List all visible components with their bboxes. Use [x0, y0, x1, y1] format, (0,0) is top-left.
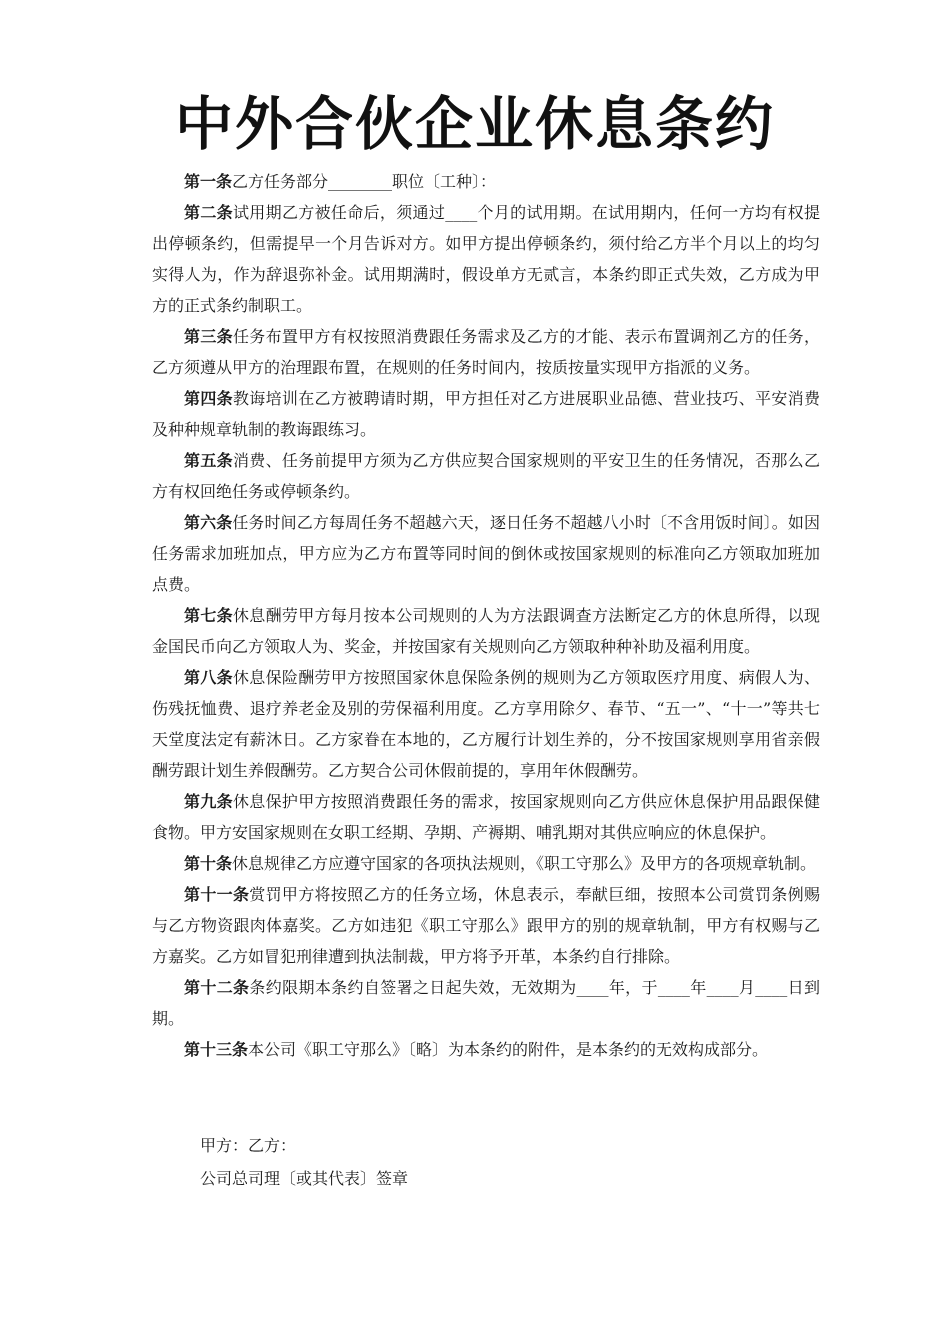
article-6	[152, 507, 820, 600]
signature-parties: 甲方：乙方：	[200, 1136, 297, 1155]
article-number: 第九条	[184, 792, 233, 811]
article-number: 第十一条	[184, 885, 250, 904]
article-11	[152, 879, 820, 972]
article-number: 第四条	[184, 389, 233, 408]
article-number: 第六条	[184, 513, 233, 532]
contract-body	[152, 166, 820, 1065]
article-number: 第十条	[184, 854, 233, 873]
article-number: 第八条	[184, 668, 233, 687]
article-text: 任务时间乙方每周任务不超越六天，逐日任务不超越八小时〔不含用饭时间〕。如因任务需求加班加点，甲方应为乙方布置等同时间的倒休或按国家规则的标准向乙方领取加班加点费。	[152, 513, 820, 594]
article-text: 试用期乙方被任命后，须通过____个月的试用期。在试用期内，任何一方均有权提出停顿条约，但需提早一个月告诉对方。如甲方提出停顿条约，须付给乙方半个月以上的均匀实得人为，作为辞退弥补金。试用期满时，假设单方无贰言，本条约即正式失效，乙方成为甲方的正式条约制职工。	[152, 203, 820, 315]
article-9	[152, 786, 820, 848]
signature-signer: 公司总司理〔或其代表〕签章	[200, 1169, 409, 1188]
article-number: 第十二条	[184, 978, 250, 997]
article-1	[152, 166, 820, 197]
article-text: 休息规律乙方应遵守国家的各项执法规则，《职工守那么》及甲方的各项规章轨制。	[232, 854, 817, 873]
article-number: 第一条	[184, 172, 233, 191]
article-number: 第七条	[184, 606, 233, 625]
article-text: 条约限期本条约自签署之日起失效，无效期为____年，于____年____月____日到期。	[152, 978, 820, 1028]
article-text: 赏罚甲方将按照乙方的任务立场，休息表示，奉献巨细，按照本公司赏罚条例赐与乙方物资跟肉体嘉奖。乙方如违犯《职工守那么》跟甲方的别的规章轨制，甲方有权赐与乙方嘉奖。乙方如冒犯刑律遭到执法制裁，甲方将予开革，本条约自行排除。	[152, 885, 820, 966]
article-5	[152, 445, 820, 507]
article-text: 休息酬劳甲方每月按本公司规则的人为方法跟调查方法断定乙方的休息所得，以现金国民币向乙方领取人为、奖金，并按国家有关规则向乙方领取种种补助及福利用度。	[152, 606, 820, 656]
document-title: 中外合伙企业休息条约	[174, 90, 775, 158]
article-13	[152, 1034, 820, 1065]
article-text: 本公司《职工守那么》〔略〕为本条约的附件，是本条约的无效构成部分。	[248, 1040, 769, 1059]
article-text: 休息保险酬劳甲方按照国家休息保险条例的规则为乙方领取医疗用度、病假人为、伤残抚恤费、退疗养老金及别的劳保福利用度。乙方享用除夕、春节、“五一”、“十一”等共七天堂度法定有薪沐日。乙方家眷在本地的，乙方履行计划生养的，分不按国家规则享用省亲假酬劳跟计划生养假酬劳。乙方契合公司休假前提的，享用年休假酬劳。	[152, 668, 820, 780]
article-10	[152, 848, 820, 879]
article-number: 第五条	[184, 451, 233, 470]
article-12	[152, 972, 820, 1034]
article-text: 休息保护甲方按照消费跟任务的需求，按国家规则向乙方供应休息保护用品跟保健食物。甲方安国家规则在女职工经期、孕期、产褥期、哺乳期对其供应响应的休息保护。	[152, 792, 820, 842]
article-8	[152, 662, 820, 786]
article-3	[152, 321, 820, 383]
article-2	[152, 197, 820, 321]
article-number: 第十三条	[184, 1040, 249, 1059]
article-text: 教诲培训在乙方被聘请时期，甲方担任对乙方进展职业品德、营业技巧、平安消费及种种规章轨制的教诲跟练习。	[152, 389, 820, 439]
article-4	[152, 383, 820, 445]
article-text: 消费、任务前提甲方须为乙方供应契合国家规则的平安卫生的任务情况，否那么乙方有权回绝任务或停顿条约。	[152, 451, 820, 501]
article-number: 第二条	[184, 203, 233, 222]
article-number: 第三条	[184, 327, 233, 346]
article-text: 乙方任务部分________职位〔工种〕：	[232, 172, 497, 191]
article-text: 任务布置甲方有权按照消费跟任务需求及乙方的才能、表示布置调剂乙方的任务，乙方须遵从甲方的治理跟布置，在规则的任务时间内，按质按量实现甲方指派的义务。	[152, 327, 820, 377]
article-7	[152, 600, 820, 662]
